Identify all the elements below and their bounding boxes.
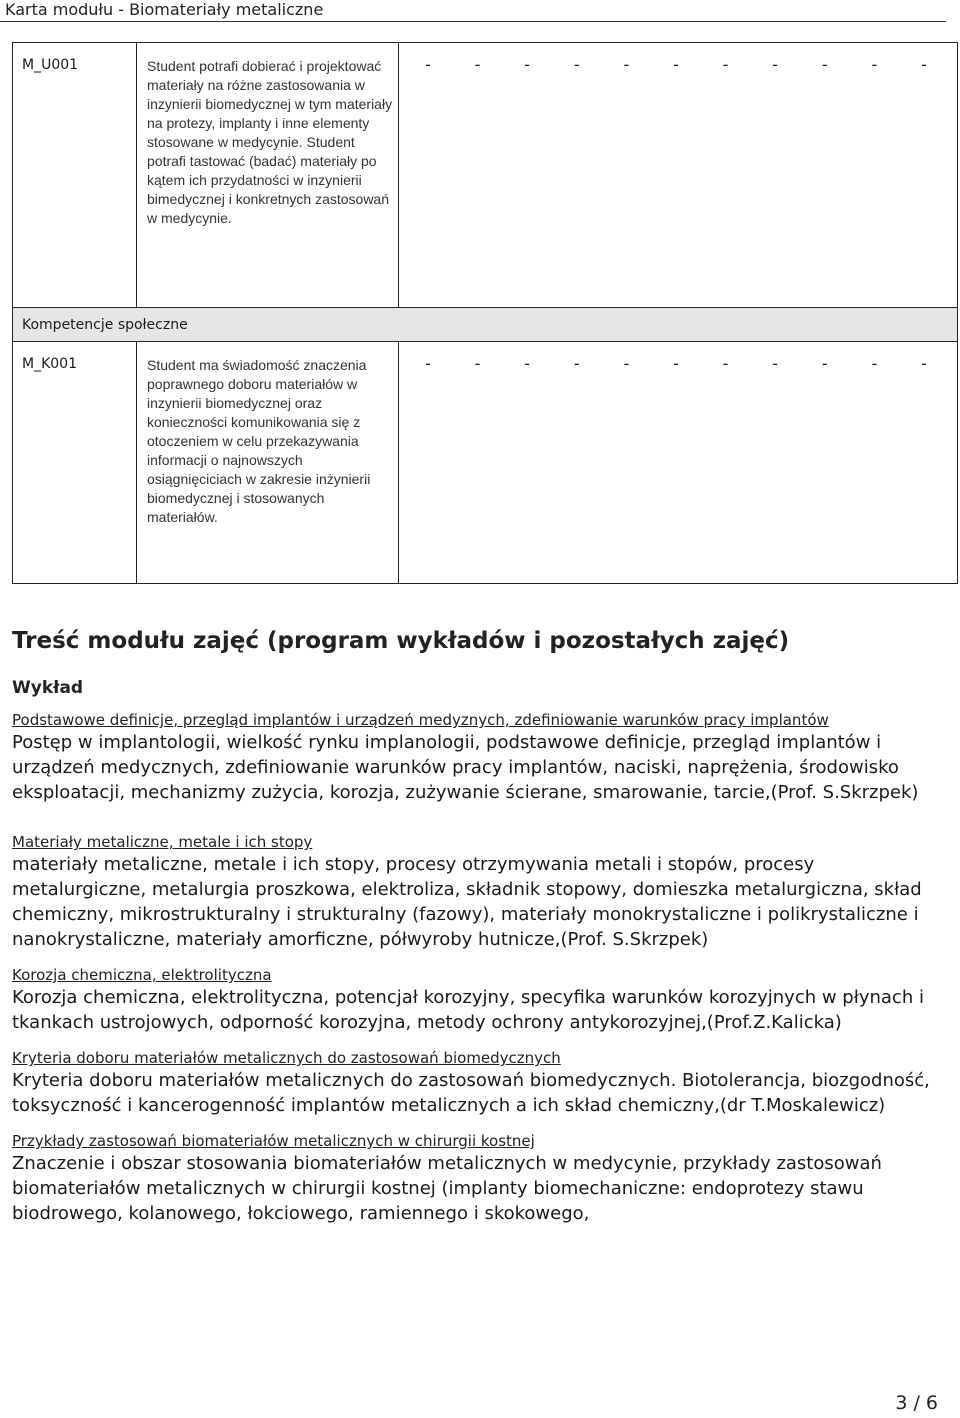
outcome-description: Student ma świadomość znaczenia poprawnego doboru materiałów w inzynierii biomedycznej oraz konieczności komunikowania się z otoczeniem w celu przekazywania informacji o najnowszych osiągnięciciach w zakresie inżynierii biomedycznej i stosowanych materiałów. xyxy=(137,342,399,584)
content-heading: Treść modułu zajęć (program wykładów i pozostałych zajęć) xyxy=(12,628,790,654)
topic-title: Przykłady zastosowań biomateriałów metalicznych w chirurgii kostnej xyxy=(12,1132,535,1150)
topic-body: Korozja chemiczna, elektrolityczna, potencjał korozyjny, specyfika warunków korozyjnych w płynach i tkankach ustrojowych, odporność korozyjna, metody ochrony antykorozyjnej,(Prof.Z.Kalicka) xyxy=(12,987,924,1033)
dash-mark: - xyxy=(871,55,878,74)
outcome-description: Student potrafi dobierać i projektować materiały na różne zastosowania w inzynierii biomedycznej w tym materiały na protezy, implanty i inne elementy stosowane w medycynie. Student potrafi tastować (badać) materiały po kątem ich przydatności w inzynierii bimedycznej i konkretnych zastosowań w medycynie. xyxy=(137,43,399,308)
dash-mark: - xyxy=(821,354,828,373)
topic-title: Kryteria doboru materiałów metalicznych do zastosowań biomedycznych xyxy=(12,1049,561,1067)
table-section-row xyxy=(13,308,958,342)
topic-title: Materiały metaliczne, metale i ich stopy xyxy=(12,833,313,851)
outcome-mapping-cell xyxy=(399,43,958,308)
dash-mark: - xyxy=(673,354,679,373)
page-number: 3 / 6 xyxy=(895,1392,938,1414)
topic-title: Podstawowe definicje, przegląd implantów i urządzeń medyznych, zdefiniowanie warunków pracy implantów xyxy=(12,711,829,729)
dash-mark: - xyxy=(425,354,431,373)
table-row xyxy=(13,43,958,308)
topic-title: Korozja chemiczna, elektrolityczna xyxy=(12,966,272,984)
topic-body: Kryteria doboru materiałów metalicznych do zastosowań biomedycznych. Biotolerancja, biozgodność, toksyczność i kancerogenność implantów metalicznych a ich skład chemiczny,(dr T.Moskalewicz) xyxy=(12,1070,930,1116)
dash-mark: - xyxy=(573,354,580,373)
topic-body: Postęp w implantologii, wielkość rynku implanologii, podstawowe definicje, przegląd implantów i urządzeń medycznych, zdefiniowanie warunków pracy implantów, naciski, naprężenia, środowisko eksploatacji, mechanizmy zużycia, korozja, zużywanie ścierane, smarowanie, tarcie,(Prof. S.Skrzpek) xyxy=(12,732,919,803)
page-header-title: Karta modułu - Biomateriały metaliczne xyxy=(5,0,324,19)
dash-mark: - xyxy=(573,55,580,74)
dash-mark: - xyxy=(474,354,481,373)
dash-mark: - xyxy=(623,55,630,74)
header-divider xyxy=(0,21,946,22)
outcome-code: M_K001 xyxy=(13,342,137,584)
dash-list xyxy=(399,55,957,74)
learning-outcomes-table xyxy=(12,42,958,584)
dash-list xyxy=(399,354,957,373)
dash-mark: - xyxy=(722,55,729,74)
outcome-code: M_U001 xyxy=(13,43,137,308)
section-label: Kompetencje społeczne xyxy=(13,308,958,342)
topic-body: Znaczenie i obszar stosowania biomateriałów metalicznych w medycynie, przykłady zastosowań biomateriałów metalicznych w chirurgii kostnej (implanty biomechaniczne: endoprotezy stawu biodrowego, kolanowego, łokciowego, ramiennego i skokowego, xyxy=(12,1153,882,1224)
dash-mark: - xyxy=(921,55,927,74)
dash-mark: - xyxy=(425,55,431,74)
dash-mark: - xyxy=(772,354,779,373)
dash-mark: - xyxy=(474,55,481,74)
topic-body: materiały metaliczne, metale i ich stopy, procesy otrzymywania metali i stopów, procesy metalurgiczne, metalurgia proszkowa, elektroliza, składnik stopowy, domieszka metalurgiczna, skład chemiczny, mikrostrukturalny i strukturalny (fazowy), materiały monokrystaliczne i polikrystaliczne i nanokrystaliczne, materiały amorficzne, półwyroby hutnicze,(Prof. S.Skrzpek) xyxy=(12,854,922,950)
list-item xyxy=(12,965,947,1035)
dash-mark: - xyxy=(772,55,779,74)
list-item xyxy=(12,832,947,952)
dash-mark: - xyxy=(673,55,679,74)
table-row xyxy=(13,342,958,584)
dash-mark: - xyxy=(871,354,878,373)
dash-mark: - xyxy=(623,354,630,373)
lecture-topic-list xyxy=(12,710,947,1239)
outcome-mapping-cell xyxy=(399,342,958,584)
dash-mark: - xyxy=(524,55,530,74)
list-item xyxy=(12,1131,947,1226)
dash-mark: - xyxy=(524,354,530,373)
list-item xyxy=(12,710,947,805)
dash-mark: - xyxy=(921,354,927,373)
dash-mark: - xyxy=(722,354,729,373)
dash-mark: - xyxy=(821,55,828,74)
lecture-subheading: Wykład xyxy=(12,678,84,698)
list-item xyxy=(12,1048,947,1118)
